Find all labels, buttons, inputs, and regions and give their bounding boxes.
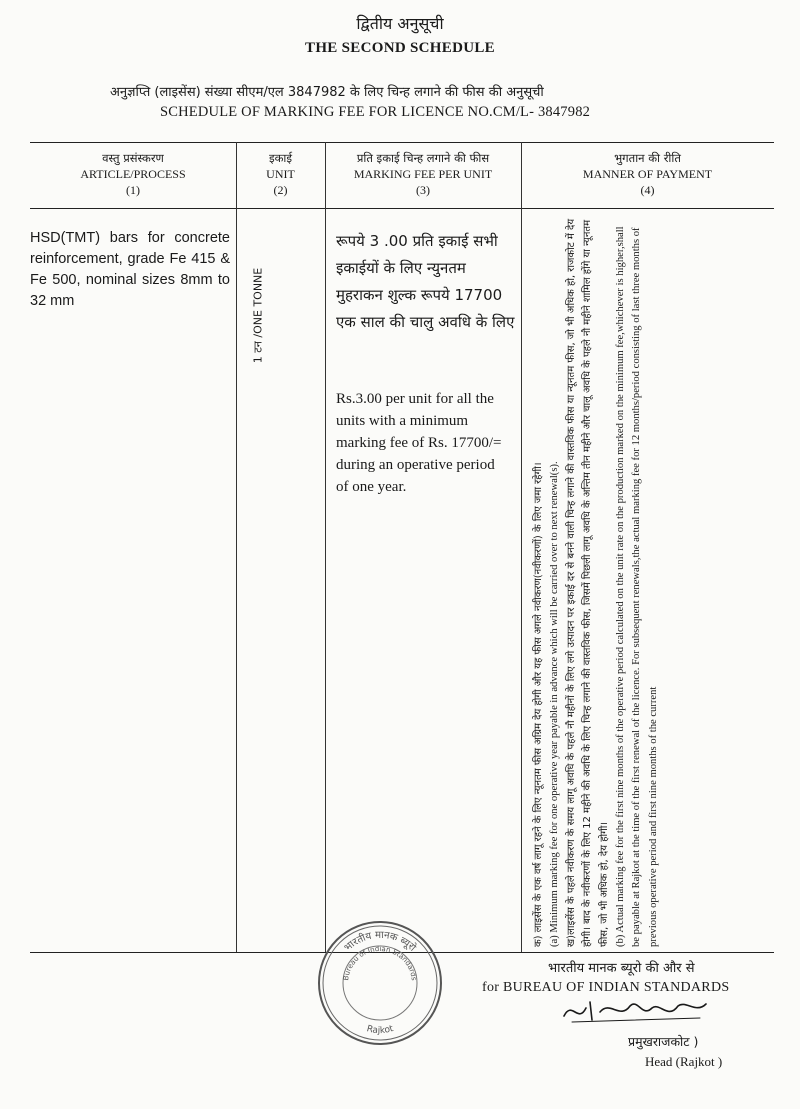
payment-clause-b-hindi: ख)लाइसेंस के पहले नवीकरण के समय लागू अवधि के पहले नौ महीनों के लिए लगे उत्पादन पर इकाई दर से बनने वाली चिन्ह लगाने की वास्तविक फीस या न्यूनतम फीस, जो भी अधिक हो, राजकोट में देय होगी। बाद के नवीकरणों के लिए 12 महीने की अवधि के लिए चिन्ह लगाने की वास्तविक फीस, जिसमें पिछली लागू अवधि के अन्तिम तीन महीने और चालू अवधि के पहले नौ महीने शामिल होंगे या न्यूनतम फीस, जो भी अधिक हो, देय होगी। [565, 218, 610, 947]
schedule-title: THE SECOND SCHEDULE [305, 40, 495, 56]
column-header-hindi: भुगतान की रीति [614, 151, 681, 165]
column-number: (1) [126, 183, 140, 197]
unit-cell [233, 258, 283, 388]
column-header-english: MANNER OF PAYMENT [582, 167, 713, 181]
column-header-english: ARTICLE/PROCESS [80, 167, 186, 181]
payment-cell [526, 212, 746, 952]
column-header-hindi: वस्तु प्रसंस्करण [102, 151, 164, 165]
seal-city: Rajkot [365, 1024, 395, 1037]
svg-text:Rajkot [365, 1024, 395, 1036]
table-header-border [30, 208, 774, 209]
schedule-title-hindi: द्वितीय अनुसूची [356, 14, 444, 33]
designation-hindi: प्रमुखराजकोट ) [628, 1034, 699, 1049]
issuer-line-hindi: भारतीय मानक ब्यूरो की और से [548, 961, 695, 976]
seal-text-hindi: भारतीय मानक ब्यूरो [342, 929, 418, 954]
payment-text-rotated [531, 217, 741, 947]
payment-clause-a: (a) Minimum marking fee for one operative year payable in advance which will be carried over to next renewal(s). [549, 461, 561, 947]
column-header-hindi: इकाई [268, 151, 293, 165]
bis-seal-stamp [315, 918, 445, 1048]
handwritten-signature [560, 994, 710, 1028]
column-number: (3) [416, 183, 430, 197]
schedule-subtitle-hindi: अनुज्ञप्ति (लाइसेंस) संख्या सीएम/एल 3847982 के लिए चिन्ह लगाने की फीस की अनुसूची [110, 85, 544, 100]
marking-fee-english: Rs.3.00 per unit for all the units with a minimum marking fee of Rs. 17700/= during an operative period of one year. [336, 391, 502, 495]
column-header-payment [521, 150, 774, 198]
column-number: (4) [640, 183, 655, 197]
column-header-unit [236, 150, 325, 198]
payment-clause-b: (b) Actual marking fee for the first nine months of the operative period calculated on the unit rate on the production marked on the minimum fee,whichever is higher,shall be payable at Rajkot at the time of the first renewal of the licence. For subsequent renewals,the actual marking fee for 12 months/period consisting of last three months of previous operative period and first nine months of the current [615, 226, 659, 947]
column-header-english: UNIT [266, 167, 295, 181]
seal-text-english: Bureau of Indian Standards [342, 944, 418, 981]
issuer-line: for BUREAU OF INDIAN STANDARDS [482, 980, 730, 995]
designation: Head (Rajkot ) [645, 1054, 723, 1069]
marking-fee-hindi: रूपये 3 .00 प्रति इकाई सभी इकाईयों के लिए न्युनतम मुहराकन शुल्क रूपये 17700 एक साल की चालु अवधि के लिए [336, 232, 515, 331]
article-cell: HSD(TMT) bars for concrete reinforcement, grade Fe 415 & Fe 500, nominal sizes 8mm to 32 mm [30, 230, 230, 309]
column-header-english: MARKING FEE PER UNIT [353, 167, 493, 181]
seal-icon [315, 918, 445, 1048]
unit-text: 1 टन /ONE TONNE [251, 267, 265, 364]
column-header-article [30, 150, 236, 198]
column-header-marking-fee [325, 150, 521, 198]
column-header-hindi: प्रति इकाई चिन्ह लगाने की फीस [356, 151, 490, 165]
payment-clause-a-hindi: क) लाइसेंस के एक वर्ष लागू रहने के लिए न्यूनतम फीस अग्रिम देय होगी और यह फीस अगले नवीकरण(नवीकरणों) के लिए जमा रहेगी। [533, 462, 544, 947]
column-divider-2 [325, 142, 326, 952]
table-top-border [30, 142, 774, 143]
column-divider-3 [521, 142, 522, 952]
column-number: (2) [273, 183, 288, 197]
schedule-subtitle: SCHEDULE OF MARKING FEE FOR LICENCE NO.CM/L- 3847982 [160, 104, 591, 120]
